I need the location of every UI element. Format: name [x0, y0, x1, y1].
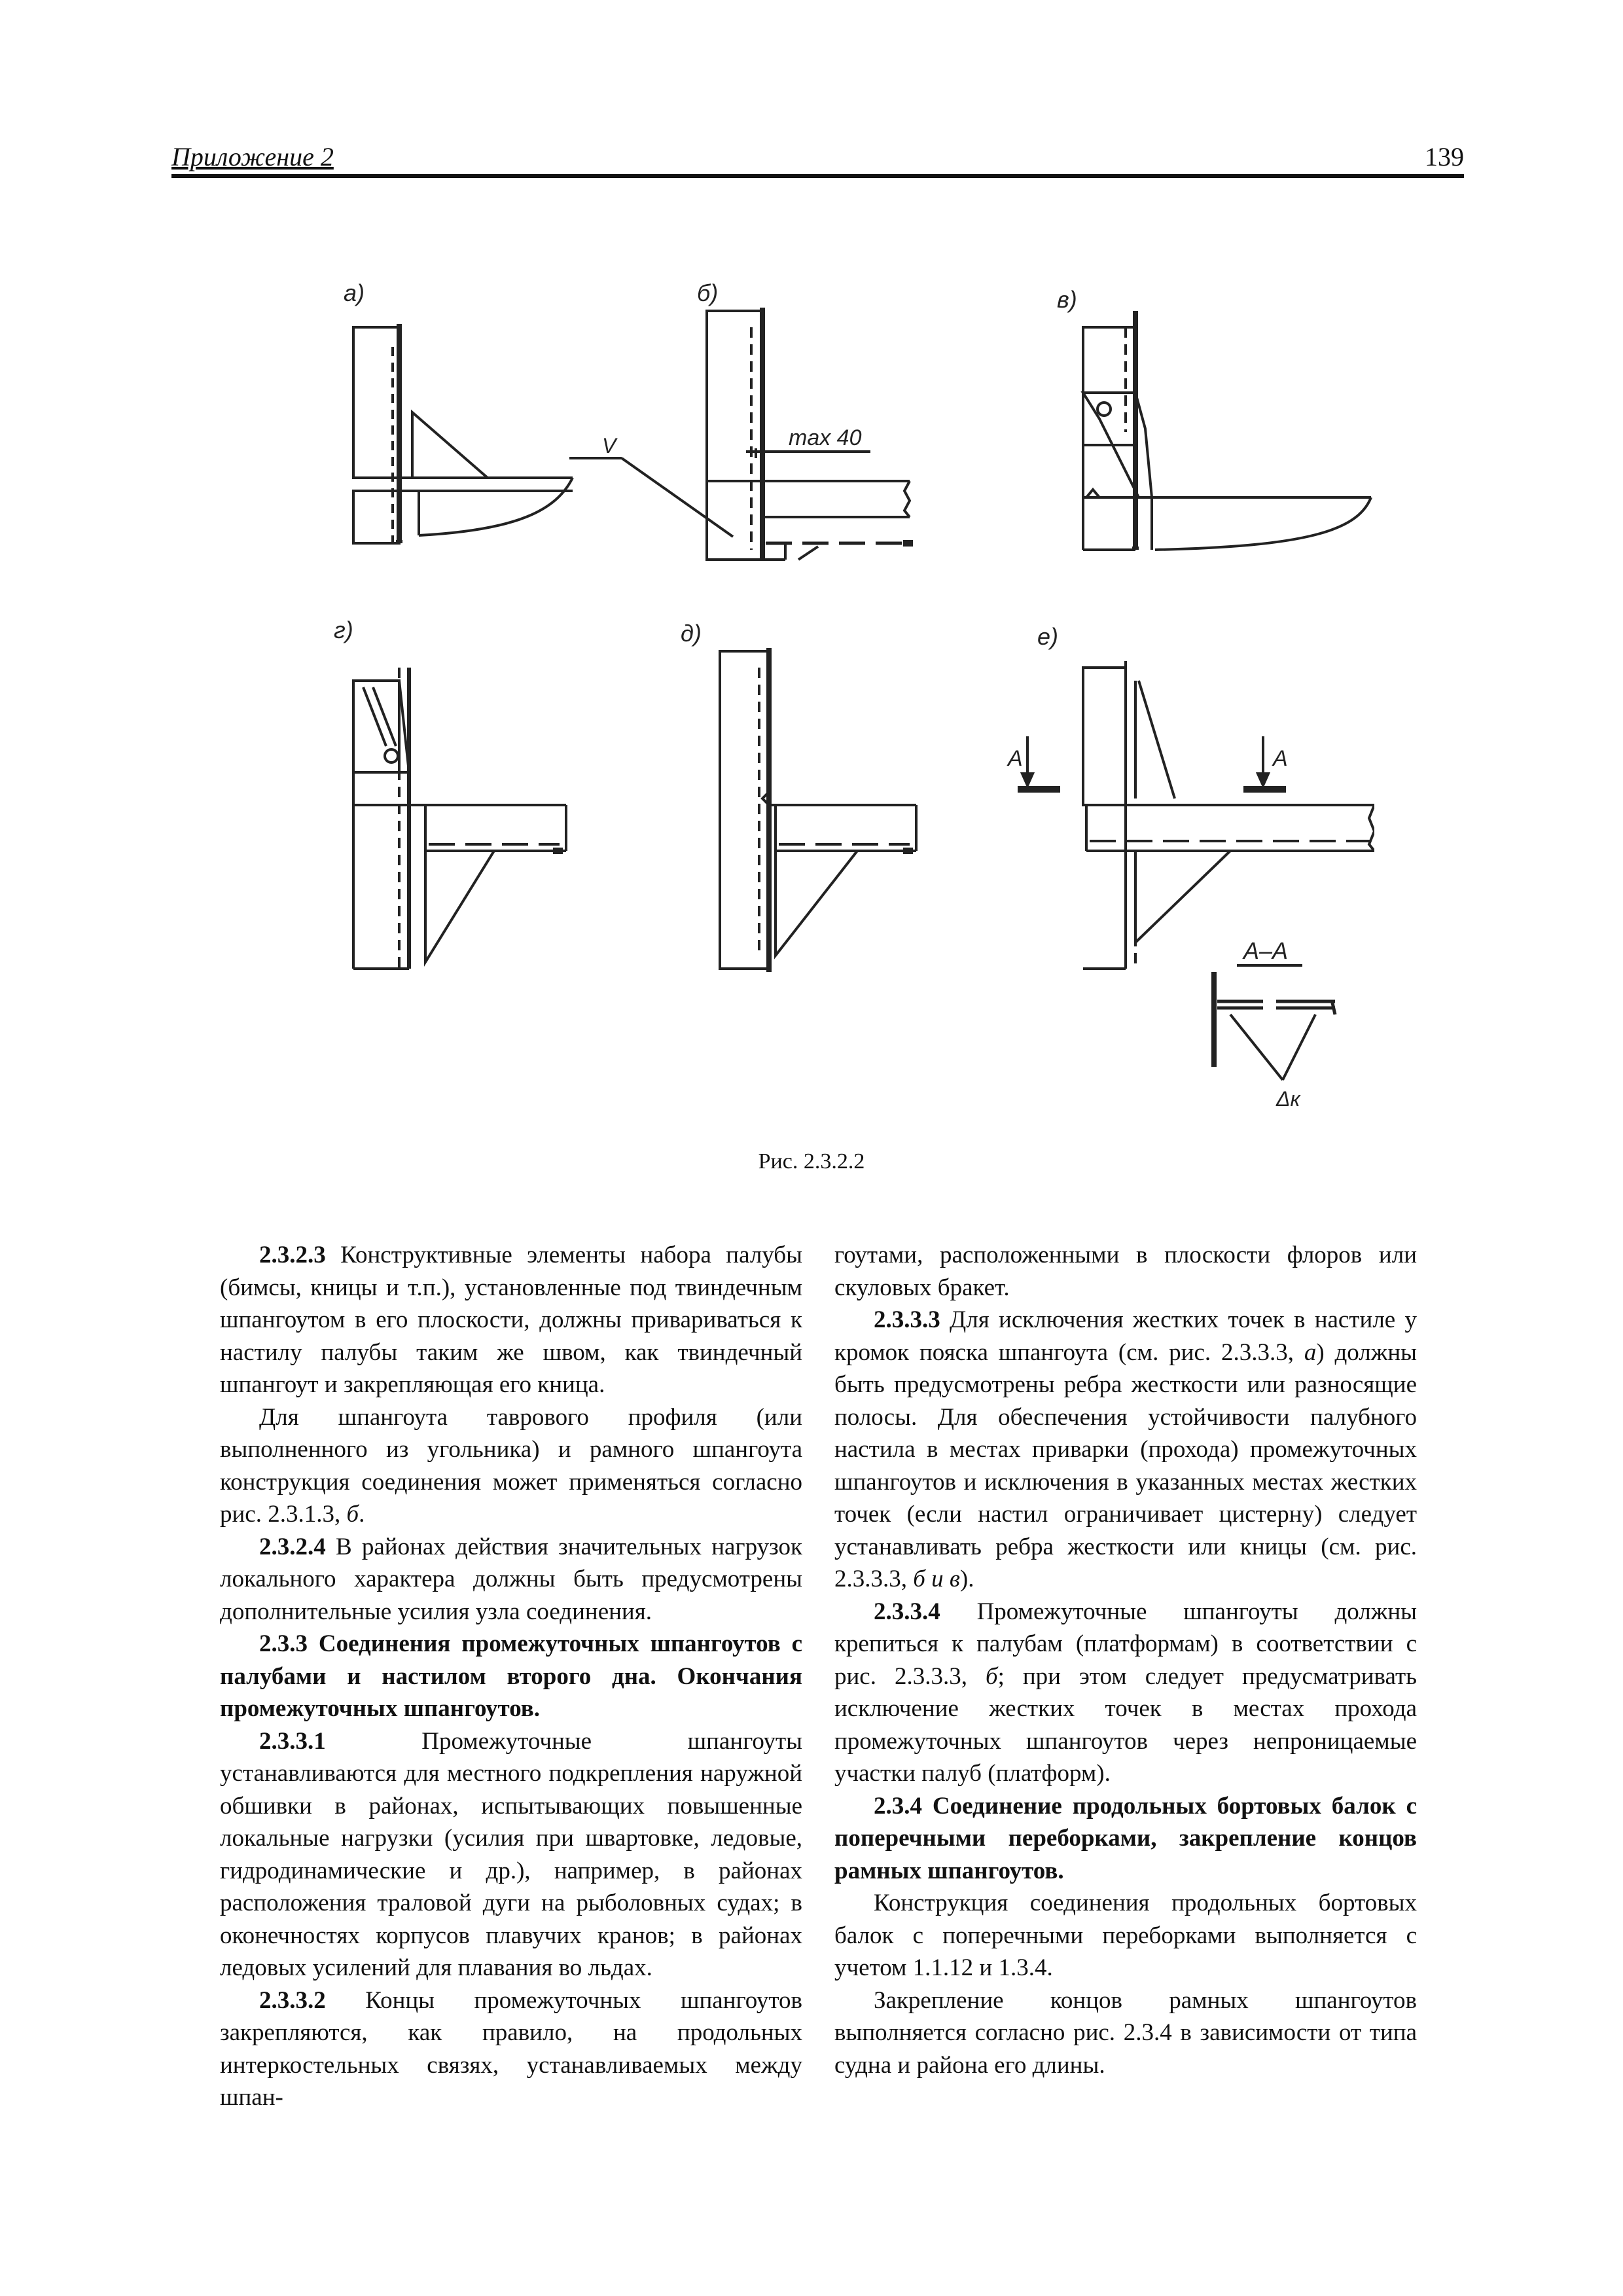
- section-mark-right: А: [1273, 746, 1288, 771]
- figure-joint-sketches: [314, 262, 1374, 1132]
- label-a: а): [344, 279, 365, 306]
- paragraph: Конструкция соединения продольных бортовых балок с поперечными переборками выполняется с учетом 1.1.12 и 1.3.4.: [834, 1890, 1417, 1981]
- paragraph: 2.3.2.4 В районах действия значительных нагрузок локального характера должны быть предусмотрены дополнительные усилия узла соединения.: [220, 1533, 802, 1625]
- label-v: в): [1057, 286, 1077, 313]
- sketch-g: [353, 668, 566, 969]
- header-rule: [171, 174, 1464, 178]
- page-number: 139: [1425, 142, 1464, 171]
- paragraph: 2.3.2.3 Конструктивные элементы набора палубы (бимсы, кницы и т.п.), установленные под твиндечным шпангоутом в его плоскости, должны привариваться к настилу палубы таким же швом, как твиндечный шпангоут и закрепляющая его кница.: [220, 1242, 802, 1398]
- paragraph: гоутами, расположенными в плоскости флоров или скуловых бракет.: [834, 1242, 1417, 1301]
- paragraph: 2.3.3.4 Промежуточные шпангоуты должны крепиться к палубам (платформам) в соответствии с рис. 2.3.3.3, б; при этом следует предусматривать исключение жестких точек в местах прохода промежуточных шпангоутов через непроницаемые участки палуб (платформ).: [834, 1598, 1417, 1787]
- section-heading: 2.3.4 Соединение продольных бортовых балок с поперечными переборками, закрепление концов рамных шпангоутов.: [834, 1792, 1417, 1884]
- left-column: [220, 1239, 802, 2114]
- paragraph: 2.3.3.2 Концы промежуточных шпангоутов закрепляются, как правило, на продольных интеркостельных связях, устанавливаемых между шпан-: [220, 1986, 802, 2111]
- dimension-max40: max 40: [789, 425, 862, 450]
- weld-mark-v: V: [602, 434, 616, 457]
- paragraph: 2.3.3.1 Промежуточные шпангоуты устанавливаются для местного подкрепления наружной обшивки в районах, испытывающих повышенные локальные нагрузки (усилия при швартовке, ледовые, гидродинамические и др.), например, в районах расположения траловой дуги на рыболовных судах; в оконечностях корпусов плавучих кранов; в районах ледовых усилений для плавания во льдах.: [220, 1727, 802, 1981]
- section-title: А–А: [1243, 937, 1289, 964]
- label-g: г): [334, 617, 353, 643]
- paragraph: 2.3.3.3 Для исключения жестких точек в настиле у кромок пояска шпангоута (см. рис. 2.3.3.3, а) должны быть предусмотрены ребра жесткости или разносящие полосы. Для обеспечения устойчивости палубного настила в местах приварки (прохода) промежуточных шпангоутов и исключения в указанных местах жестких точек (если настил ограничивает цистерну) следует устанавливать ребра жесткости или кницы (см. рис. 2.3.3.3, б и в).: [834, 1306, 1417, 1592]
- paragraph: Для шпангоута таврового профиля (или выполненного из угольника) и рамного шпангоута конструкция соединения может применяться согласно рис. 2.3.1.3, б.: [220, 1403, 802, 1528]
- delta-k-label: Δк: [1276, 1087, 1300, 1111]
- sketch-v: [1083, 311, 1371, 550]
- label-b: б): [697, 279, 719, 306]
- right-column: [834, 1239, 1417, 2081]
- label-d: д): [681, 620, 702, 647]
- section-heading: 2.3.3 Соединения промежуточных шпангоутов с палубами и настилом второго дна. Окончания промежуточных шпангоутов.: [220, 1630, 802, 1722]
- section-mark-left: А: [1008, 746, 1023, 771]
- label-e: е): [1037, 623, 1059, 650]
- sketch-a: [353, 324, 573, 543]
- paragraph: Закрепление концов рамных шпангоутов выполняется согласно рис. 2.3.4 в зависимости от типа судна и района его длины.: [834, 1986, 1417, 2079]
- figure-caption: Рис. 2.3.2.2: [758, 1149, 865, 1174]
- sketch-d: [720, 648, 916, 972]
- running-header-title: Приложение 2: [171, 142, 334, 171]
- sketch-e: [1018, 661, 1374, 1080]
